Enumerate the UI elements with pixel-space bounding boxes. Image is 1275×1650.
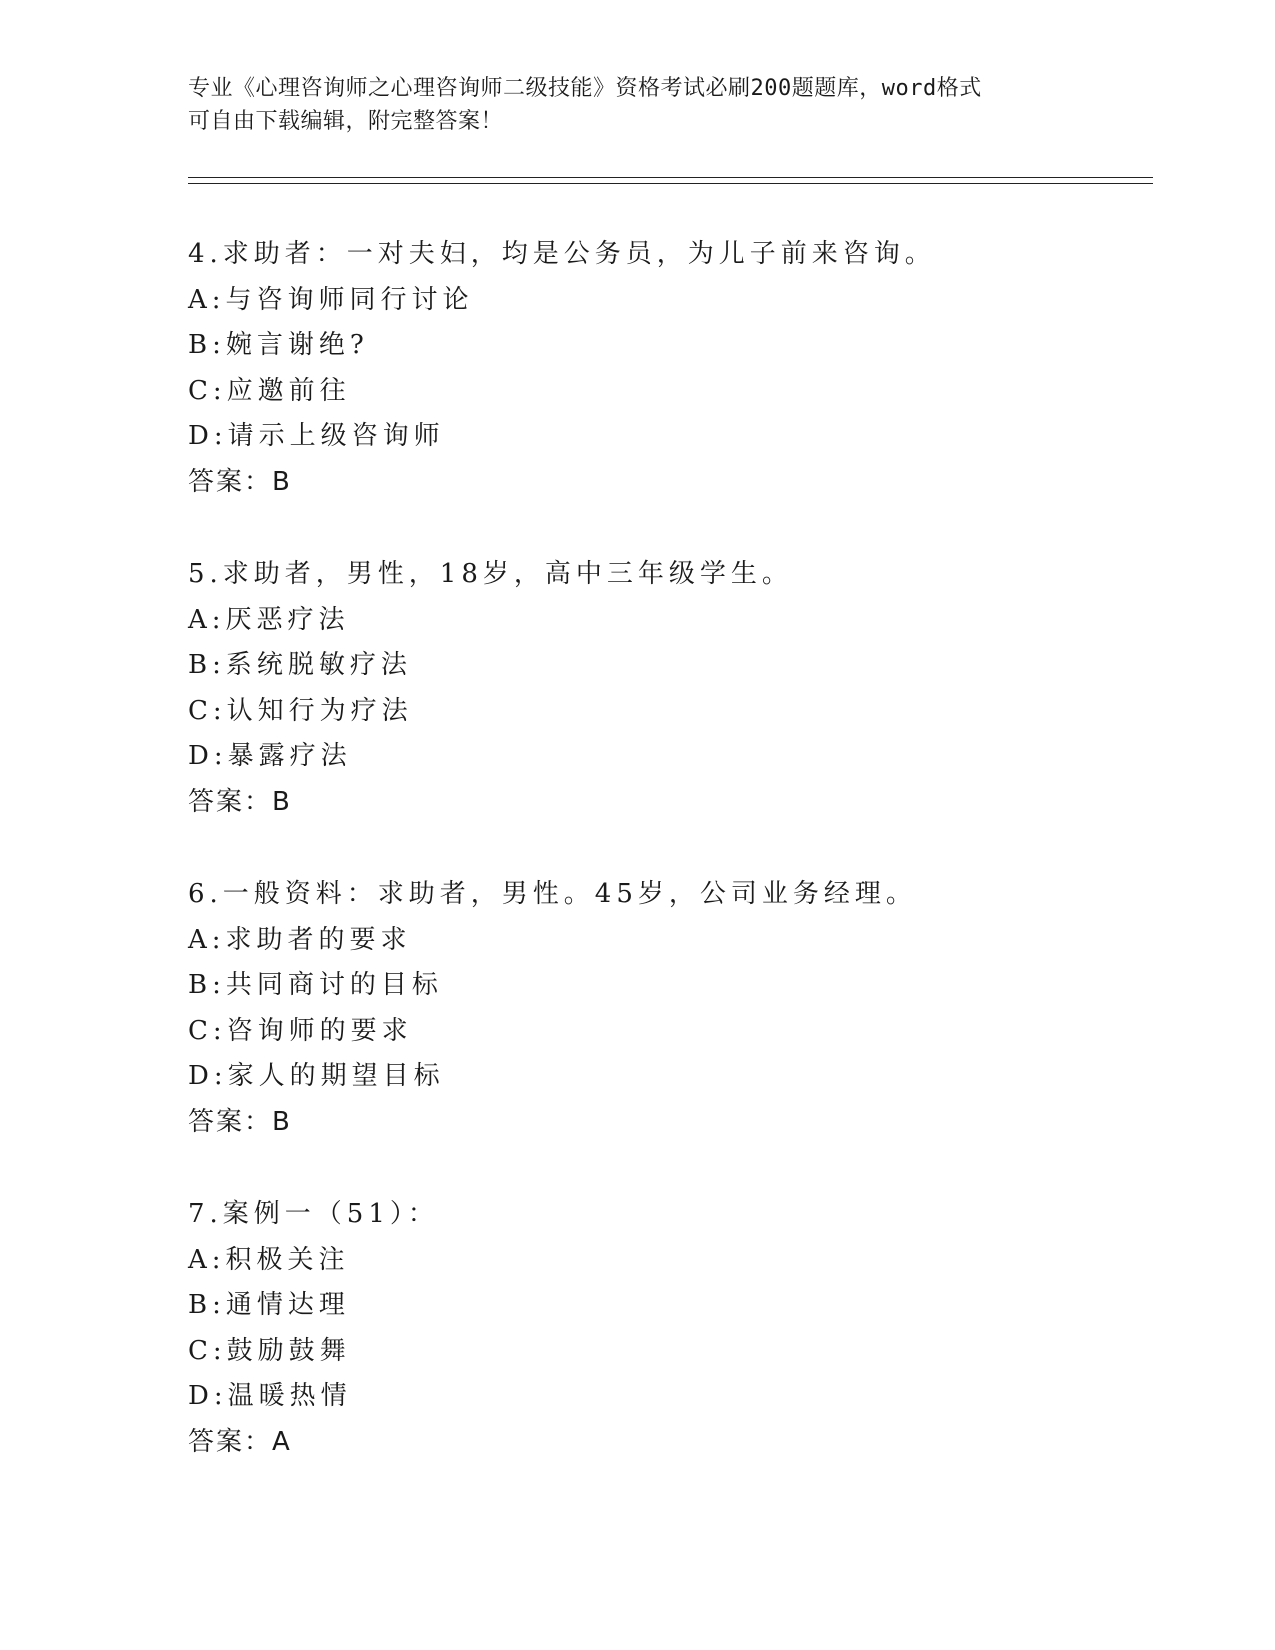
answer-line: 答案：A [188, 1426, 292, 1457]
header-line-2: 可自由下载编辑，附完整答案！ [188, 109, 504, 134]
option-b: B:共同商讨的目标 [188, 970, 443, 1000]
option-d: D:请示上级咨询师 [188, 421, 445, 451]
question-block [188, 552, 1148, 872]
header-line-1: 专业《心理咨询师之心理咨询师二级技能》资格考试必刷200题题库，word格式 [188, 76, 982, 101]
question-title: 6.一般资料：求助者，男性。45岁，公司业务经理。 [188, 879, 917, 909]
option-a: A:与咨询师同行讨论 [188, 284, 474, 315]
option-a: A:求助者的要求 [188, 924, 412, 955]
option-b: B:系统脱敏疗法 [188, 650, 412, 680]
answer-line: 答案：B [188, 1106, 292, 1137]
option-d: D:暴露疗法 [188, 741, 352, 771]
option-c: C:应邀前往 [188, 375, 351, 406]
question-title: 7.案例一（51）： [188, 1199, 439, 1229]
answer-line: 答案：B [188, 786, 292, 817]
question-block [188, 232, 1148, 552]
option-a: A:积极关注 [188, 1244, 350, 1275]
option-c: C:咨询师的要求 [188, 1015, 413, 1046]
document-header [188, 72, 1088, 138]
option-b: B:婉言谢绝? [188, 330, 369, 360]
option-c: C:鼓励鼓舞 [188, 1335, 351, 1366]
header-divider-top [188, 177, 1153, 178]
option-d: D:家人的期望目标 [188, 1061, 445, 1091]
option-c: C:认知行为疗法 [188, 695, 413, 726]
option-a: A:厌恶疗法 [188, 604, 350, 635]
header-divider-bottom [188, 183, 1153, 184]
question-block [188, 872, 1148, 1192]
question-block [188, 1192, 1148, 1512]
question-title: 5.求助者，男性，18岁，高中三年级学生。 [188, 559, 793, 589]
option-b: B:通情达理 [188, 1290, 350, 1320]
answer-line: 答案：B [188, 466, 292, 497]
question-list [188, 232, 1148, 1512]
question-title: 4.求助者：一对夫妇，均是公务员，为儿子前来咨询。 [188, 239, 936, 269]
option-d: D:温暖热情 [188, 1381, 352, 1411]
